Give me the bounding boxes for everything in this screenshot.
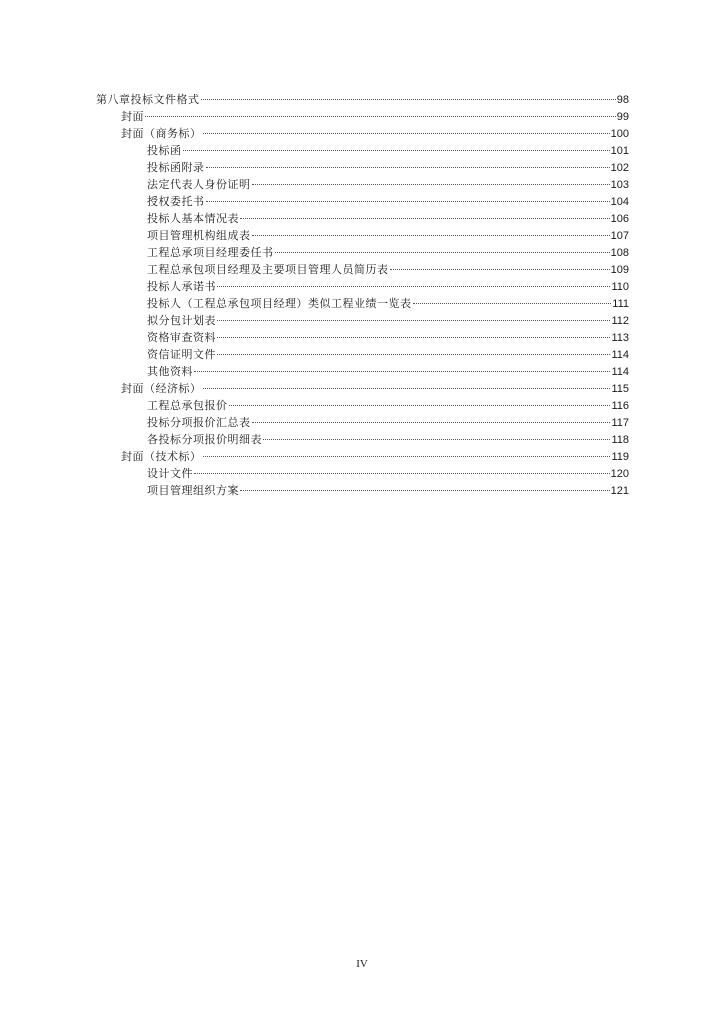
toc-dot-leader: [252, 422, 611, 423]
toc-entry-title: 设计文件: [147, 467, 193, 480]
toc-entry[interactable]: [96, 329, 629, 346]
toc-entry-page: 101: [610, 145, 629, 157]
toc-dot-leader: [217, 354, 610, 355]
toc-entry[interactable]: [96, 244, 629, 261]
toc-entry-page: 117: [611, 417, 629, 429]
toc-entry-title: 封面（经济标）: [121, 382, 202, 395]
toc-dot-leader: [201, 99, 616, 100]
toc-dot-leader: [252, 184, 610, 185]
toc-dot-leader: [229, 405, 611, 406]
toc-entry[interactable]: [96, 295, 629, 312]
toc-entry-title: 封面（商务标）: [121, 127, 202, 140]
toc-entry[interactable]: [96, 142, 629, 159]
toc-entry-title: 工程总承项目经理委任书: [147, 246, 274, 259]
toc-dot-leader: [390, 269, 610, 270]
toc-dot-leader: [194, 371, 610, 372]
toc-entry[interactable]: [96, 278, 629, 295]
toc-entry[interactable]: [96, 159, 629, 176]
toc-entry-page: 102: [610, 162, 629, 174]
toc-entry[interactable]: [96, 193, 629, 210]
toc-entry-page: 100: [610, 128, 629, 140]
toc-dot-leader: [206, 201, 610, 202]
toc-entry-title: 投标分项报价汇总表: [147, 416, 251, 429]
toc-entry[interactable]: [96, 261, 629, 278]
toc-entry-page: 113: [611, 332, 629, 344]
toc-entry[interactable]: [96, 108, 629, 125]
toc-entry-title: 工程总承包项目经理及主要项目管理人员简历表: [147, 263, 389, 276]
toc-entry[interactable]: [96, 363, 629, 380]
toc-entry[interactable]: [96, 448, 629, 465]
toc-dot-leader: [217, 337, 610, 338]
toc-entry-title: 资信证明文件: [147, 348, 216, 361]
toc-entry-page: 121: [610, 485, 629, 497]
toc-entry[interactable]: [96, 414, 629, 431]
toc-dot-leader: [194, 473, 610, 474]
toc-entry-title: 投标人（工程总承包项目经理）类似工程业绩一览表: [147, 297, 412, 310]
toc-entry[interactable]: [96, 397, 629, 414]
toc-entry-page: 119: [611, 451, 629, 463]
toc-dot-leader: [183, 150, 610, 151]
toc-dot-leader: [240, 490, 610, 491]
toc-entry[interactable]: [96, 346, 629, 363]
toc-dot-leader: [203, 388, 611, 389]
toc-entry[interactable]: [96, 227, 629, 244]
toc-dot-leader: [263, 439, 610, 440]
table-of-contents: [96, 91, 629, 499]
toc-entry-page: 106: [610, 213, 629, 225]
toc-entry-page: 108: [610, 247, 629, 259]
toc-entry-title: 其他资料: [147, 365, 193, 378]
toc-entry-title: 投标函: [147, 144, 182, 157]
toc-dot-leader: [203, 456, 611, 457]
toc-dot-leader: [413, 303, 612, 304]
toc-entry-page: 115: [611, 383, 629, 395]
toc-entry[interactable]: [96, 176, 629, 193]
toc-entry-page: 98: [616, 94, 629, 106]
toc-dot-leader: [145, 116, 616, 117]
toc-entry[interactable]: [96, 465, 629, 482]
toc-entry[interactable]: [96, 125, 629, 142]
toc-entry-page: 109: [610, 264, 629, 276]
toc-entry-page: 110: [611, 281, 629, 293]
toc-entry-title: 项目管理组织方案: [147, 484, 239, 497]
toc-entry-title: 封面: [121, 110, 144, 123]
toc-entry-page: 114: [611, 349, 629, 361]
toc-entry-page: 107: [610, 230, 629, 242]
toc-entry-title: 项目管理机构组成表: [147, 229, 251, 242]
toc-dot-leader: [206, 167, 610, 168]
toc-entry-page: 103: [610, 179, 629, 191]
toc-entry-page: 111: [612, 298, 629, 310]
toc-entry-title: 投标人基本情况表: [147, 212, 239, 225]
toc-entry-title: 资格审查资料: [147, 331, 216, 344]
toc-entry[interactable]: [96, 312, 629, 329]
toc-entry-title: 法定代表人身份证明: [147, 178, 251, 191]
toc-dot-leader: [252, 235, 610, 236]
toc-dot-leader: [240, 218, 610, 219]
toc-entry-page: 112: [611, 315, 629, 327]
toc-dot-leader: [217, 286, 610, 287]
toc-entry[interactable]: [96, 482, 629, 499]
toc-entry[interactable]: [96, 210, 629, 227]
toc-entry-title: 授权委托书: [147, 195, 205, 208]
toc-entry-title: 投标函附录: [147, 161, 205, 174]
toc-entry-page: 104: [610, 196, 629, 208]
toc-dot-leader: [203, 133, 610, 134]
toc-entry-page: 114: [611, 366, 629, 378]
toc-entry-page: 118: [611, 434, 629, 446]
toc-entry-title: 投标人承诺书: [147, 280, 216, 293]
toc-entry-title: 各投标分项报价明细表: [147, 433, 262, 446]
toc-dot-leader: [217, 320, 610, 321]
toc-entry[interactable]: [96, 431, 629, 448]
toc-entry-page: 116: [611, 400, 629, 412]
toc-entry-title: 封面（技术标）: [121, 450, 202, 463]
toc-entry[interactable]: [96, 380, 629, 397]
toc-dot-leader: [275, 252, 610, 253]
toc-entry[interactable]: [96, 91, 629, 108]
toc-entry-title: 第八章投标文件格式: [96, 93, 200, 106]
toc-entry-page: 99: [616, 111, 629, 123]
toc-entry-title: 工程总承包报价: [147, 399, 228, 412]
page-number: IV: [356, 958, 368, 970]
toc-entry-page: 120: [610, 468, 629, 480]
toc-entry-title: 拟分包计划表: [147, 314, 216, 327]
